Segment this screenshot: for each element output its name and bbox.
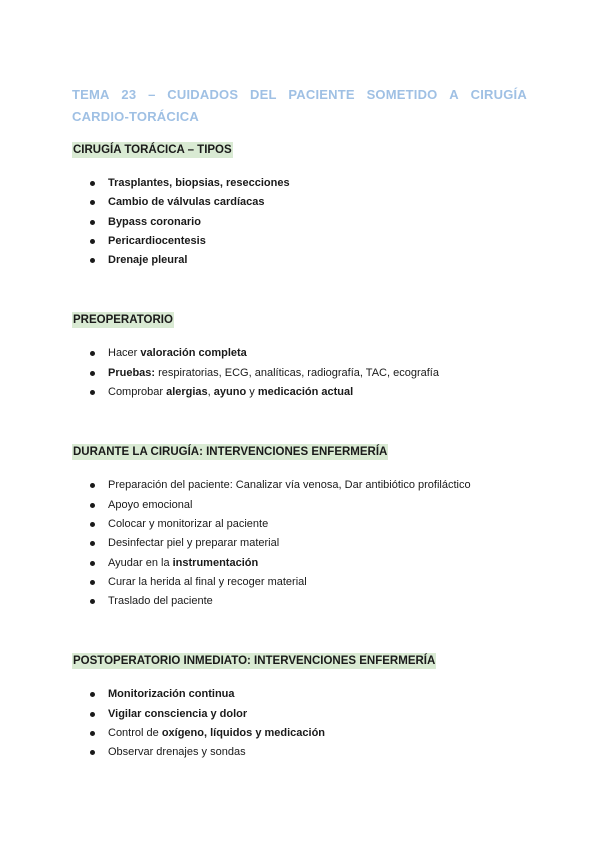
bullet-list (72, 174, 527, 270)
item-text: Control de (108, 727, 162, 740)
title-word: TEMA (72, 87, 110, 102)
item-text: Observar drenajes y sondas (108, 746, 246, 759)
item-text: Curar la herida al final y recoger material (108, 575, 307, 588)
bullet-list (72, 476, 527, 611)
section (72, 651, 527, 762)
section-heading: DURANTE LA CIRUGÍA: INTERVENCIONES ENFERMERÍA (73, 446, 388, 459)
list-item (72, 213, 527, 232)
bold-text: valoración completa (140, 347, 247, 360)
bold-text: Trasplantes, biopsias, resecciones (108, 177, 290, 189)
list-item (72, 496, 527, 515)
list-item (72, 592, 527, 611)
document-title (72, 84, 527, 128)
item-text: Preparación del paciente: Canalizar vía venosa, Dar antibiótico profiláctico (108, 479, 471, 492)
item-text: Apoyo emocional (108, 498, 193, 511)
title-line-1 (72, 84, 527, 106)
title-word: CUIDADOS (167, 87, 239, 102)
bold-text: Monitorización continua (108, 688, 235, 701)
list-item (72, 534, 527, 553)
bold-text: instrumentación (172, 556, 259, 569)
list-item (72, 344, 527, 363)
bold-text: Cambio de válvulas cardíacas (108, 196, 265, 209)
title-word: A (449, 87, 459, 102)
sections-container (72, 140, 527, 763)
bold-text: Drenaje pleural (108, 254, 188, 267)
list-item (72, 724, 527, 743)
list-item (72, 705, 527, 724)
item-text: y (246, 386, 258, 399)
list-item (72, 743, 527, 762)
title-word: SOMETIDO (366, 87, 438, 102)
document-page (72, 84, 527, 763)
list-item (72, 193, 527, 212)
list-item (72, 515, 527, 534)
bold-text: oxígeno, líquidos y medicación (161, 727, 326, 740)
bold-text: medicación actual (257, 386, 354, 399)
bullet-list (72, 685, 527, 762)
title-word: DEL (250, 87, 277, 102)
bold-text: Pericardiocentesis (108, 234, 206, 247)
section-heading: CIRUGÍA TORÁCICA – TIPOS (73, 144, 232, 156)
bold-text: Vigilar consciencia y dolor (108, 707, 248, 720)
bold-text: ayuno (213, 386, 247, 399)
item-text: , (207, 386, 214, 399)
title-word: – (148, 87, 156, 102)
bold-text: Pruebas: (108, 366, 156, 379)
item-text: Ayudar en la (108, 556, 173, 569)
bullet-list (72, 344, 527, 402)
item-text: Colocar y monitorizar al paciente (108, 517, 269, 530)
section (72, 140, 527, 270)
item-text: Traslado del paciente (108, 595, 213, 608)
bold-text: Bypass coronario (108, 215, 201, 228)
list-item (72, 476, 527, 495)
section (72, 310, 527, 402)
bold-text: alergias (166, 386, 208, 399)
title-word: PACIENTE (288, 87, 355, 102)
list-item (72, 554, 527, 573)
section-heading: PREOPERATORIO (73, 314, 173, 327)
title-line-2: CARDIO-TORÁCICA (72, 109, 199, 124)
title-word: 23 (121, 87, 137, 102)
list-item (72, 364, 527, 383)
list-item (72, 573, 527, 592)
item-text: Comprobar (108, 386, 167, 399)
item-text: Hacer (108, 347, 141, 360)
item-text: Desinfectar piel y preparar material (108, 537, 280, 550)
title-word: CIRUGÍA (470, 87, 527, 102)
list-item (72, 232, 527, 251)
section (72, 442, 527, 611)
list-item (72, 174, 527, 193)
section-heading: POSTOPERATORIO INMEDIATO: INTERVENCIONES ENFERMERÍA (73, 655, 436, 668)
list-item (72, 383, 527, 402)
list-item (72, 685, 527, 704)
item-text: respiratorias, ECG, analíticas, radiografía, TAC, ecografía (155, 366, 439, 379)
list-item (72, 251, 527, 270)
